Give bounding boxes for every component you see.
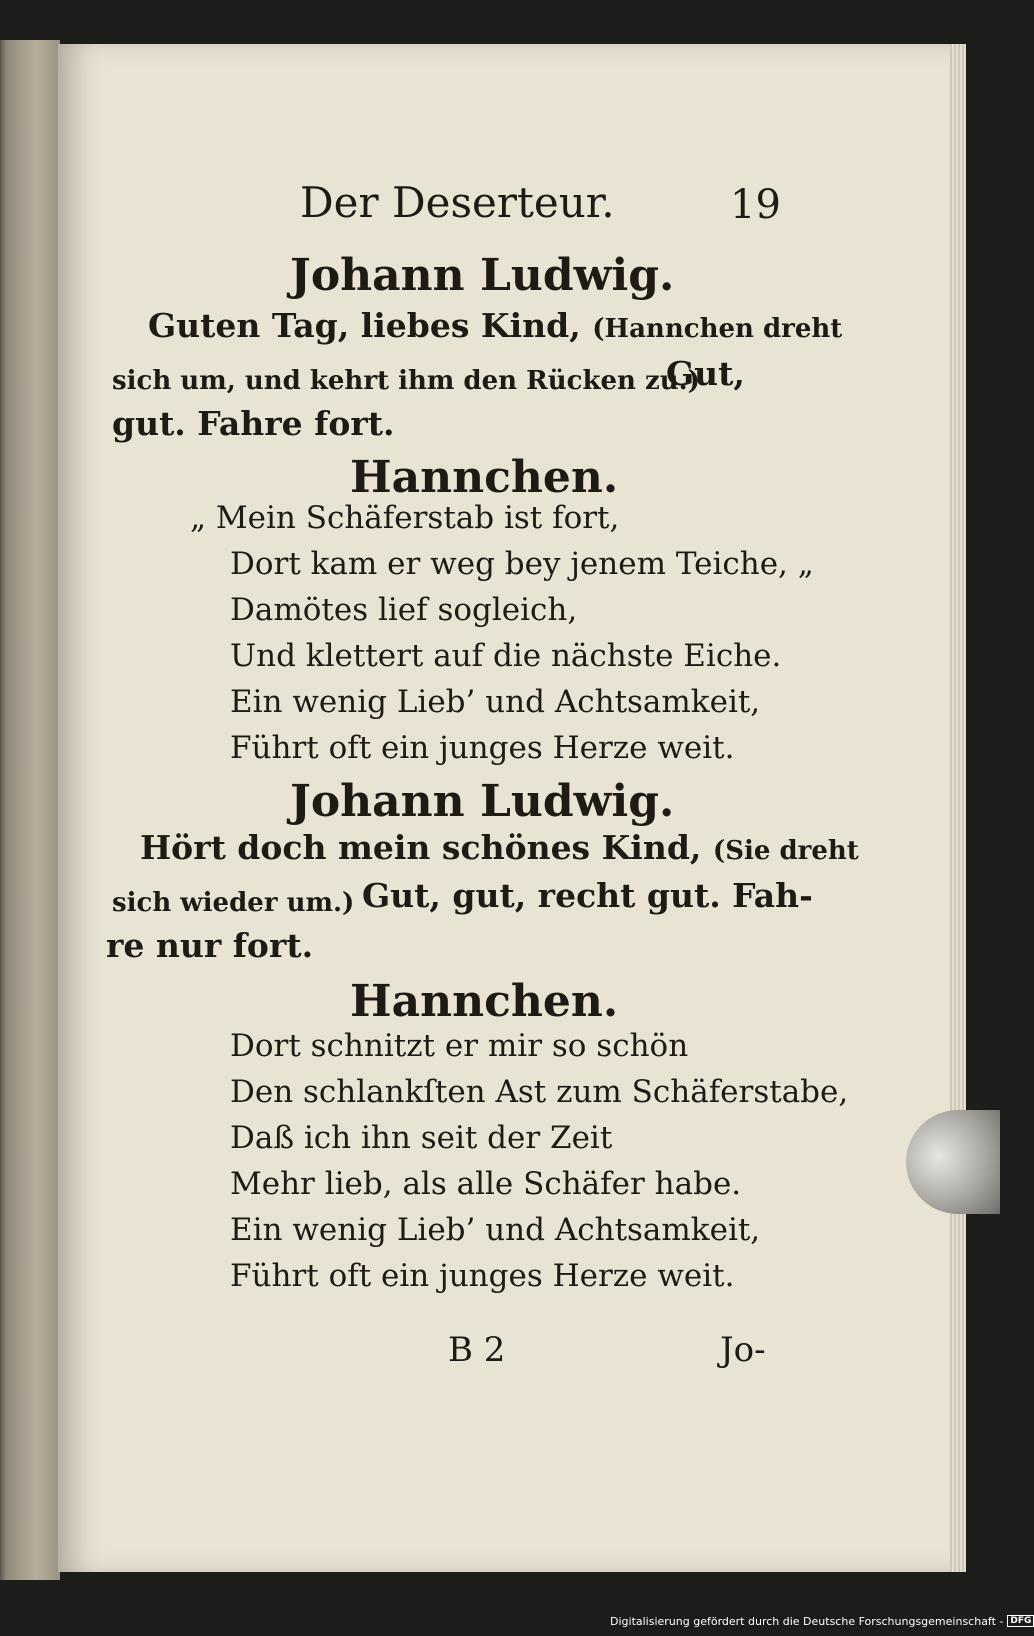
- catchword: Jo-: [720, 1330, 766, 1370]
- prose-line: [140, 828, 859, 867]
- verse-line: Mehr lieb, als alle Schäfer habe.: [230, 1166, 742, 1202]
- verse-line: Dort schnitzt er mir so schön: [230, 1028, 689, 1064]
- prose-line: [148, 306, 842, 345]
- stage-direction: sich wieder um.): [112, 888, 355, 918]
- page-number: 19: [730, 182, 781, 228]
- dfg-logo: DFG: [1007, 1615, 1034, 1627]
- verse-line: Daß ich ihn seit der Zeit: [230, 1120, 613, 1156]
- digitization-credit: [610, 1610, 1032, 1632]
- prose-line: [112, 880, 354, 919]
- speaker-heading: Johann Ludwig.: [290, 776, 675, 827]
- credit-text: Digitalisierung gefördert durch die Deutsche Forschungsgemeinschaft -: [610, 1614, 1004, 1628]
- verse-line: Dort kam er weg bey jenem Teiche, „: [230, 546, 814, 582]
- verse-line: Den schlankſten Ast zum Schäferstabe,: [230, 1074, 849, 1110]
- prose-tail: Gut, gut, recht gut. Fah-: [362, 876, 813, 915]
- speaker-heading: Hannchen.: [350, 976, 619, 1027]
- stage-direction: (Hannchen dreht: [592, 314, 843, 344]
- verse-line: Und klettert auf die nächste Eiche.: [230, 638, 782, 674]
- verse-line: Ein wenig Lieb’ und Achtsamkeit,: [230, 1212, 761, 1248]
- page-holder-thumb: [906, 1110, 1000, 1214]
- prose-tail: Gut,: [666, 354, 745, 393]
- left-page-edge: [0, 40, 60, 1580]
- prose-line: gut. Fahre fort.: [112, 404, 395, 443]
- prose-line: re nur fort.: [106, 926, 314, 965]
- prose-text: Guten Tag, liebes Kind,: [148, 306, 581, 345]
- signature-mark: B 2: [448, 1330, 506, 1370]
- verse-line: Damötes lief sogleich,: [230, 592, 578, 628]
- stage-direction: sich um, und kehrt ihm den Rücken zu.): [112, 366, 700, 396]
- prose-text: Hört doch mein schönes Kind,: [140, 828, 702, 867]
- stage-direction: (Sie dreht: [712, 836, 859, 866]
- verse-line: „ Mein Schäferstab ist fort,: [190, 500, 620, 536]
- verse-line: Führt oft ein junges Herze weit.: [230, 730, 735, 766]
- running-header: Der Deserteur.: [300, 178, 615, 227]
- prose-line: [112, 358, 700, 397]
- speaker-heading: Hannchen.: [350, 452, 619, 503]
- verse-line: Ein wenig Lieb’ und Achtsamkeit,: [230, 684, 761, 720]
- speaker-heading: Johann Ludwig.: [290, 250, 675, 301]
- verse-line: Führt oft ein junges Herze weit.: [230, 1258, 735, 1294]
